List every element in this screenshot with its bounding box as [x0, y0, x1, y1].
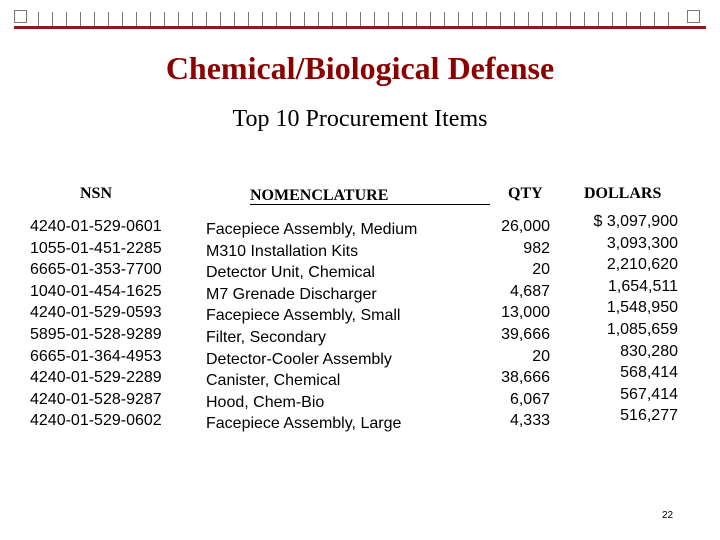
nomenclature-cell: M310 Installation Kits — [206, 242, 359, 260]
nsn-cell: 1055-01-451-2285 — [30, 239, 162, 257]
divider — [528, 12, 529, 26]
divider — [668, 12, 669, 26]
divider — [626, 12, 627, 26]
nsn-cell: 4240-01-528-9287 — [30, 390, 162, 408]
divider — [472, 12, 473, 26]
qty-column — [470, 216, 550, 432]
qty-cell: 4,687 — [509, 282, 550, 300]
qty-cell: 39,666 — [501, 325, 550, 343]
dollars-cell: $ 3,097,900 — [593, 213, 678, 230]
divider — [52, 12, 53, 26]
divider — [346, 12, 347, 26]
nsn-cell: 5895-01-528-9289 — [30, 325, 162, 343]
nomenclature-cell: Detector-Cooler Assembly — [206, 350, 392, 368]
nomenclature-cell: Hood, Chem-Bio — [206, 393, 325, 411]
divider — [108, 12, 109, 26]
divider — [416, 12, 417, 26]
dollars-cell: 3,093,300 — [606, 234, 678, 252]
nsn-column — [30, 216, 162, 432]
nomenclature-cell: Facepiece Assembly, Large — [206, 415, 402, 433]
divider — [122, 12, 123, 26]
divider — [654, 12, 655, 26]
divider — [150, 12, 151, 26]
divider — [80, 12, 81, 26]
divider — [220, 12, 221, 26]
dollars-cell: 1,085,659 — [606, 320, 678, 338]
divider — [640, 12, 641, 26]
divider — [556, 12, 557, 26]
divider — [318, 12, 319, 26]
qty-cell: 26,000 — [501, 218, 550, 235]
qty-cell: 38,666 — [501, 369, 550, 387]
divider — [262, 12, 263, 26]
nsn-cell: 4240-01-529-0602 — [30, 412, 162, 430]
divider — [486, 12, 487, 26]
divider — [388, 12, 389, 26]
nsn-cell: 4240-01-529-0593 — [30, 304, 162, 322]
dollars-cell: 567,414 — [620, 385, 678, 403]
divider — [514, 12, 515, 26]
divider — [290, 12, 291, 26]
dollars-cell: 830,280 — [620, 342, 678, 360]
divider — [612, 12, 613, 26]
square-bullet-icon — [687, 10, 700, 23]
qty-cell: 20 — [532, 261, 550, 279]
divider — [430, 12, 431, 26]
nomenclature-cell: Detector Unit, Chemical — [206, 264, 375, 282]
divider — [584, 12, 585, 26]
dollars-cell: 516,277 — [620, 407, 678, 425]
slide-header-decoration — [0, 0, 720, 34]
divider — [570, 12, 571, 26]
divider — [206, 12, 207, 26]
qty-cell: 6,067 — [509, 390, 550, 408]
nsn-cell: 4240-01-529-2289 — [30, 369, 162, 387]
dollars-cell: 1,654,511 — [608, 277, 678, 295]
nomenclature-cell: Filter, Secondary — [206, 328, 327, 346]
divider — [374, 12, 375, 26]
divider — [542, 12, 543, 26]
divider — [458, 12, 459, 26]
divider — [598, 12, 599, 26]
dollars-cell: 1,548,950 — [606, 299, 678, 317]
nomenclature-cell: Facepiece Assembly, Small — [206, 307, 401, 325]
page-number: 22 — [662, 510, 674, 521]
nomenclature-column — [206, 219, 417, 435]
divider — [500, 12, 501, 26]
divider — [332, 12, 333, 26]
divider — [276, 12, 277, 26]
divider — [360, 12, 361, 26]
square-bullet-icon — [14, 10, 27, 23]
nsn-cell: 4240-01-529-0601 — [30, 218, 162, 235]
qty-cell: 982 — [523, 239, 550, 257]
divider — [164, 12, 165, 26]
nsn-cell: 1040-01-454-1625 — [30, 282, 162, 300]
nomenclature-cell: M7 Grenade Discharger — [206, 285, 377, 303]
accent-bar — [14, 26, 706, 29]
divider — [192, 12, 193, 26]
column-header-qty: QTY — [508, 185, 543, 202]
column-header-nomenclature: NOMENCLATURE — [250, 187, 389, 204]
column-header-nsn: NSN — [80, 185, 113, 202]
nomenclature-cell: Canister, Chemical — [206, 372, 341, 390]
dollars-cell: 568,414 — [620, 364, 678, 382]
nsn-cell: 6665-01-364-4953 — [30, 347, 162, 365]
divider — [136, 12, 137, 26]
divider — [248, 12, 249, 26]
dollars-cell: 2,210,620 — [606, 256, 678, 274]
divider — [94, 12, 95, 26]
divider — [402, 12, 403, 26]
divider — [38, 12, 39, 26]
divider — [444, 12, 445, 26]
dollars-column — [572, 211, 678, 427]
slide-subtitle: Top 10 Procurement Items — [232, 106, 488, 132]
nsn-cell: 6665-01-353-7700 — [30, 261, 162, 279]
qty-cell: 13,000 — [501, 304, 550, 322]
divider — [66, 12, 67, 26]
divider — [304, 12, 305, 26]
slide-title: Chemical/Biological Defense — [165, 50, 555, 86]
column-header-dollars: DOLLARS — [584, 185, 662, 202]
nomenclature-cell: Facepiece Assembly, Medium — [206, 221, 418, 238]
qty-cell: 20 — [532, 347, 550, 365]
header-underline — [250, 204, 490, 205]
divider — [178, 12, 179, 26]
qty-cell: 4,333 — [509, 412, 550, 430]
divider — [234, 12, 235, 26]
